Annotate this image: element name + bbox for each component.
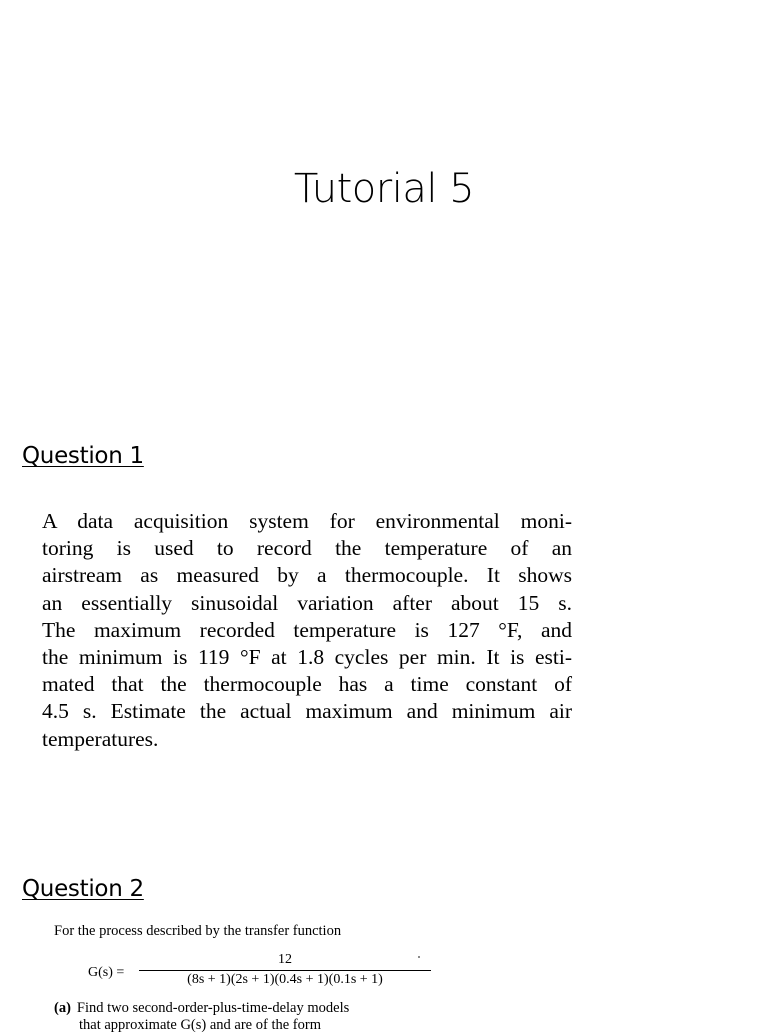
part-a-continuation: that approximate G(s) and are of the form <box>79 1017 321 1033</box>
question-1-line: airstream as measured by a thermocouple. It shows <box>42 563 572 588</box>
question-1-line: A data acquisition system for environmental moni- <box>42 509 572 533</box>
question-1-heading: Question 1 <box>22 443 144 469</box>
fraction-bar <box>139 970 431 971</box>
question-1-line: 4.5 s. Estimate the actual maximum and minimum air <box>42 699 572 724</box>
page-title: Tutorial 5 <box>293 166 475 212</box>
question-2-intro: For the process described by the transfer function <box>54 923 342 939</box>
stray-mark <box>418 956 420 958</box>
equation-numerator: 12 <box>278 952 292 967</box>
question-1-line: an essentially sinusoidal variation after about 15 s. <box>42 590 572 615</box>
question-1-line: temperatures. <box>42 726 159 751</box>
part-a-label: (a) <box>54 1000 71 1016</box>
part-a-text: Find two second-order-plus-time-delay models <box>76 1000 350 1016</box>
equation-lhs: G(s) = <box>88 965 125 980</box>
question-1-line: mated that the thermocouple has a time constant of <box>42 672 572 697</box>
question-2-part-a <box>54 1000 350 1033</box>
equation-denominator: (8s + 1)(2s + 1)(0.4s + 1)(0.1s + 1) <box>187 972 383 987</box>
question-2-heading: Question 2 <box>22 876 144 902</box>
question-1-line: toring is used to record the temperature of an <box>42 536 572 561</box>
question-1-line: the minimum is 119 °F at 1.8 cycles per min. It is esti- <box>42 645 572 670</box>
question-1-body <box>42 508 572 753</box>
equation-fraction <box>139 952 431 988</box>
question-1-line: The maximum recorded temperature is 127 °F, and <box>42 617 572 642</box>
